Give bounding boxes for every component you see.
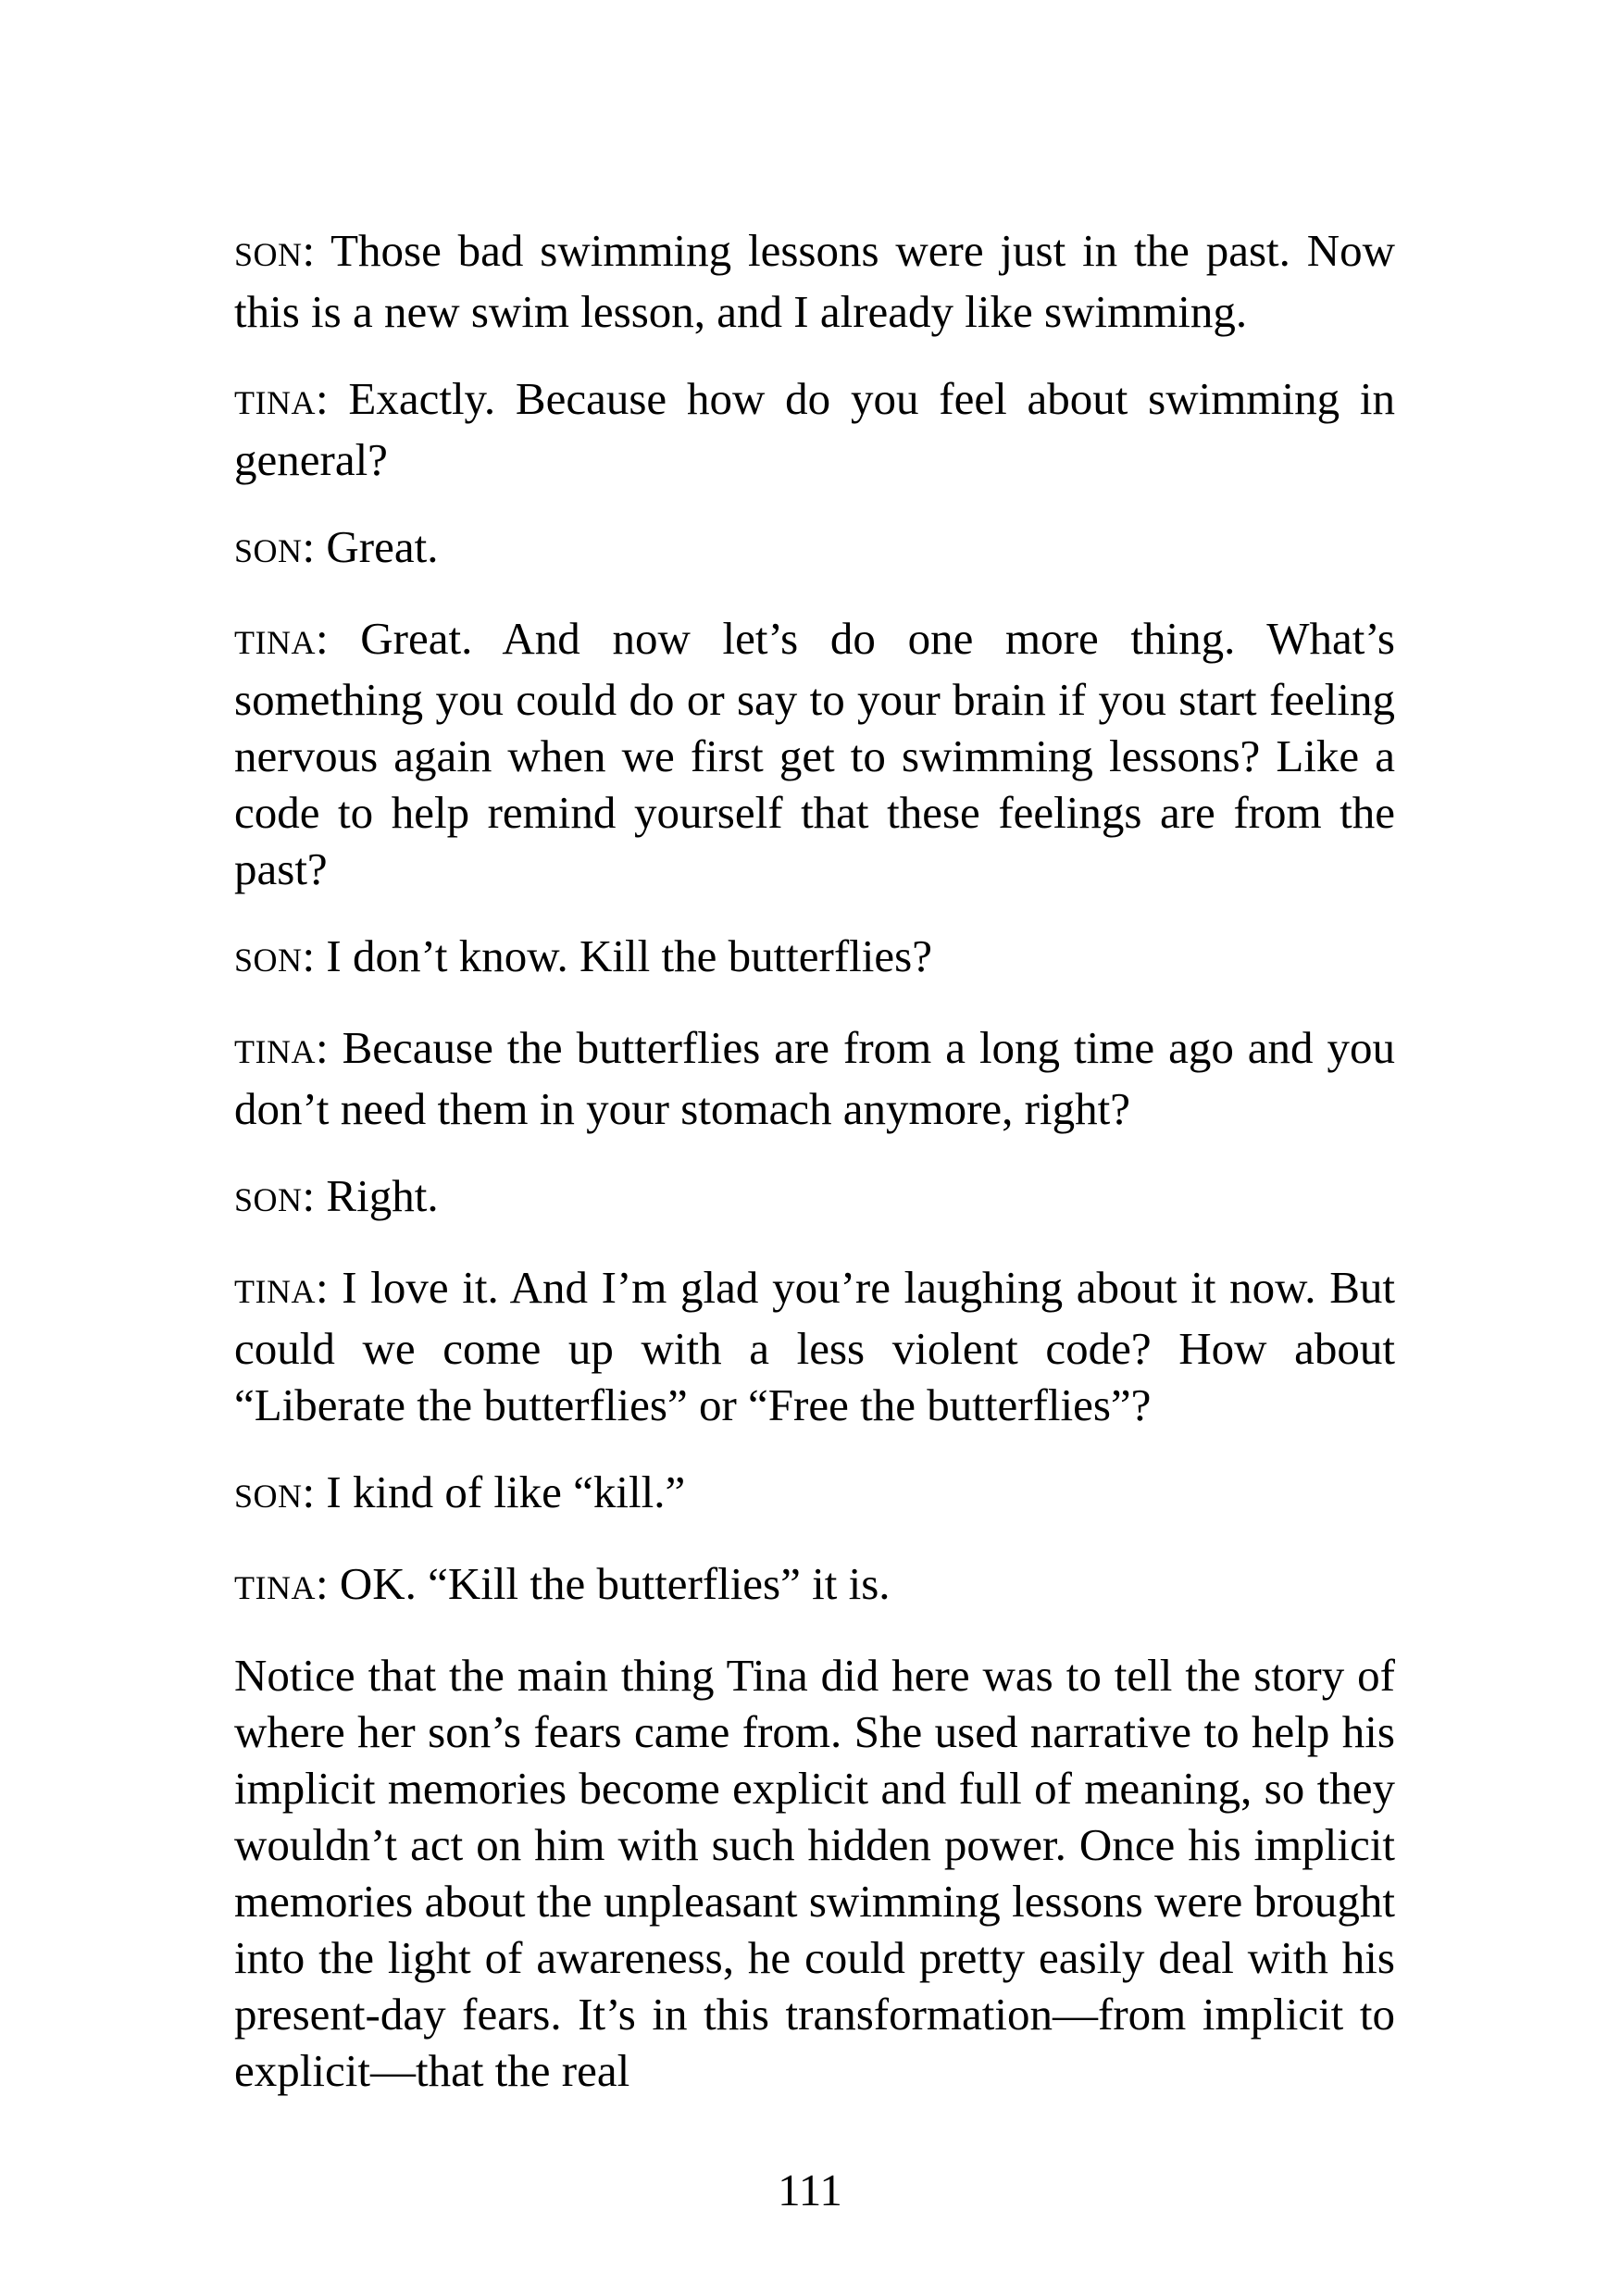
speaker-label: TINA — [234, 384, 316, 421]
speaker-label: SON — [234, 942, 303, 979]
speaker-label: TINA — [234, 1033, 316, 1070]
speaker-label: SON — [234, 1181, 303, 1218]
dialogue-line: TINA: OK. “Kill the butterflies” it is. — [234, 1558, 891, 1609]
dialogue-line: TINA: Because the butterflies are from a long time ago and you don’t need them in your stomach anymore, right? — [234, 1022, 1395, 1134]
dialogue-line: SON: Right. — [234, 1170, 439, 1221]
dialogue-line: SON: I kind of like “kill.” — [234, 1466, 686, 1517]
dialogue-text: I love it. And I’m glad you’re laughing about it now. But could we come up with a less violent code? How about “Liberate the butterflies” or “Free the butterflies”? — [234, 1262, 1395, 1430]
dialogue-line: SON: Those bad swimming lessons were just in the past. Now this is a new swim lesson, and I already like swimming. — [234, 225, 1395, 337]
dialogue-text: I kind of like “kill.” — [326, 1466, 686, 1517]
dialogue-line: TINA: Exactly. Because how do you feel about swimming in general? — [234, 373, 1395, 485]
dialogue-text: Right. — [326, 1170, 439, 1221]
dialogue-line: SON: I don’t know. Kill the butterflies? — [234, 930, 932, 981]
speaker-label: SON — [234, 1478, 303, 1515]
speaker-label: TINA — [234, 1569, 316, 1606]
dialogue-text: Great. And now let’s do one more thing. What’s something you could do or say to your brain if you start feeling nervous again when we first get to swimming lessons? Like a code to help remind yourself that these feelings are from the past? — [234, 613, 1395, 894]
speaker-label: SON — [234, 236, 303, 273]
dialogue-text: Because the butterflies are from a long time ago and you don’t need them in your stomach anymore, right? — [234, 1022, 1395, 1134]
dialogue-line: TINA: I love it. And I’m glad you’re laughing about it now. But could we come up with a less violent code? How about “Liberate the butterflies” or “Free the butterflies”? — [234, 1262, 1395, 1430]
dialogue-line: TINA: Great. And now let’s do one more thing. What’s something you could do or say to your brain if you start feeling nervous again when we first get to swimming lessons? Like a code to help remind yourself that these feelings are from the past? — [234, 613, 1395, 894]
body-paragraph: Notice that the main thing Tina did here was to tell the story of where her son’s fears came from. She used narrative to help his implicit memories become explicit and full of meaning, so they wouldn’t act on him with such hidden power. Once his implicit memories about the unpleasant swimming lessons were brought into the light of awareness, he could pretty easily deal with his present-day fears. It’s in this transformation—from implicit to explicit—that the real — [234, 1650, 1395, 2096]
dialogue-text: I don’t know. Kill the butterflies? — [326, 930, 932, 981]
dialogue-text: Those bad swimming lessons were just in the past. Now this is a new swim lesson, and I already like swimming. — [234, 225, 1395, 337]
page-number: 111 — [778, 2165, 842, 2215]
dialogue-line: SON: Great. — [234, 521, 439, 572]
speaker-label: TINA — [234, 624, 316, 661]
dialogue-text: OK. “Kill the butterflies” it is. — [339, 1558, 891, 1609]
dialogue-text: Great. — [326, 521, 439, 572]
dialogue-text: Exactly. Because how do you feel about swimming in general? — [234, 373, 1395, 485]
page-text — [234, 222, 1395, 2129]
speaker-label: TINA — [234, 1273, 316, 1310]
speaker-label: SON — [234, 532, 303, 569]
